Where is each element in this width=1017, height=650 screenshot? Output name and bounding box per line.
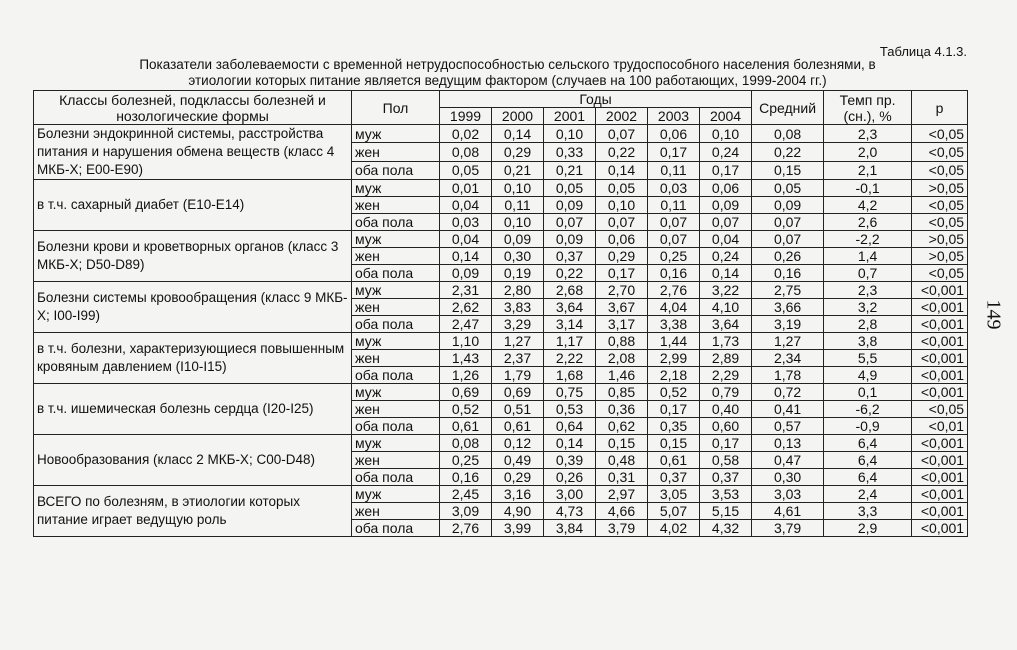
growth-cell: 0,7 xyxy=(824,265,912,282)
year-value-cell: 2,29 xyxy=(700,367,752,384)
growth-cell: 6,4 xyxy=(824,469,912,486)
year-value-cell: 0,07 xyxy=(648,214,700,231)
table-caption xyxy=(30,57,985,89)
growth-cell: 3,2 xyxy=(824,299,912,316)
year-value-cell: 0,37 xyxy=(700,469,752,486)
year-value-cell: 0,10 xyxy=(700,125,752,143)
p-value-cell: <0,05 xyxy=(912,125,968,143)
year-value-cell: 0,07 xyxy=(700,214,752,231)
year-value-cell: 3,22 xyxy=(700,282,752,299)
p-value-cell: <0,001 xyxy=(912,503,968,520)
sex-cell: жен xyxy=(352,299,440,316)
year-value-cell: 1,79 xyxy=(492,367,544,384)
year-value-cell: 2,08 xyxy=(596,350,648,367)
year-value-cell: 0,61 xyxy=(492,418,544,435)
disease-class-cell: в т.ч. ишемическая болезнь сердца (I20-I25) xyxy=(34,384,352,435)
year-value-cell: 0,21 xyxy=(544,161,596,179)
growth-cell: 3,8 xyxy=(824,333,912,350)
p-value-cell: <0,05 xyxy=(912,143,968,161)
year-value-cell: 0,15 xyxy=(596,435,648,452)
year-value-cell: 0,69 xyxy=(440,384,492,401)
year-header: 2001 xyxy=(544,108,596,125)
disease-class-cell: ВСЕГО по болезням, в этиологии которых питание играет ведущую роль xyxy=(34,486,352,537)
year-value-cell: 0,26 xyxy=(544,469,596,486)
year-value-cell: 0,25 xyxy=(440,452,492,469)
year-value-cell: 1,73 xyxy=(700,333,752,350)
growth-cell: 4,9 xyxy=(824,367,912,384)
growth-cell: 2,9 xyxy=(824,520,912,537)
growth-cell: 6,4 xyxy=(824,452,912,469)
year-value-cell: 3,67 xyxy=(596,299,648,316)
year-value-cell: 0,17 xyxy=(700,435,752,452)
year-value-cell: 1,26 xyxy=(440,367,492,384)
year-value-cell: 0,22 xyxy=(544,265,596,282)
disease-class-cell: в т.ч. болезни, характеризующиеся повышенным кровяным давлением (I10-I15) xyxy=(34,333,352,384)
mean-cell: 2,34 xyxy=(752,350,824,367)
year-value-cell: 0,05 xyxy=(544,180,596,197)
table-body xyxy=(34,125,968,537)
year-value-cell: 0,69 xyxy=(492,384,544,401)
year-value-cell: 0,21 xyxy=(492,161,544,179)
table-row xyxy=(34,180,968,197)
p-value-cell: <0,001 xyxy=(912,452,968,469)
year-value-cell: 0,06 xyxy=(596,231,648,248)
year-value-cell: 0,60 xyxy=(700,418,752,435)
sex-cell: муж xyxy=(352,333,440,350)
p-value-cell: <0,001 xyxy=(912,282,968,299)
year-value-cell: 0,04 xyxy=(700,231,752,248)
mean-cell: 3,66 xyxy=(752,299,824,316)
year-value-cell: 0,49 xyxy=(492,452,544,469)
mean-cell: 1,78 xyxy=(752,367,824,384)
mean-cell: 0,26 xyxy=(752,248,824,265)
growth-cell: 2,0 xyxy=(824,143,912,161)
year-header: 1999 xyxy=(440,108,492,125)
year-value-cell: 0,62 xyxy=(596,418,648,435)
column-header-class: Классы болезней, подклассы болезней и нозологические формы xyxy=(34,91,352,125)
sex-cell: жен xyxy=(352,401,440,418)
year-value-cell: 2,37 xyxy=(492,350,544,367)
p-value-cell: <0,001 xyxy=(912,350,968,367)
year-value-cell: 0,22 xyxy=(596,143,648,161)
year-value-cell: 1,43 xyxy=(440,350,492,367)
year-value-cell: 0,06 xyxy=(648,125,700,143)
p-value-cell: <0,001 xyxy=(912,384,968,401)
year-value-cell: 4,10 xyxy=(700,299,752,316)
sex-cell: оба пола xyxy=(352,316,440,333)
mean-cell: 0,72 xyxy=(752,384,824,401)
disease-class-cell: Болезни крови и кроветворных органов (класс 3 МКБ-Х; D50-D89) xyxy=(34,231,352,282)
year-value-cell: 0,11 xyxy=(648,161,700,179)
disease-class-cell: Болезни системы кровообращения (класс 9 МКБ-Х; I00-I99) xyxy=(34,282,352,333)
growth-cell: 5,5 xyxy=(824,350,912,367)
growth-cell: 0,1 xyxy=(824,384,912,401)
table-row xyxy=(34,486,968,503)
growth-cell: -6,2 xyxy=(824,401,912,418)
year-value-cell: 4,73 xyxy=(544,503,596,520)
year-value-cell: 0,09 xyxy=(492,231,544,248)
year-value-cell: 0,29 xyxy=(492,469,544,486)
growth-cell: 2,8 xyxy=(824,316,912,333)
column-header-mean: Средний xyxy=(752,91,824,125)
mean-cell: 0,15 xyxy=(752,161,824,179)
year-value-cell: 1,10 xyxy=(440,333,492,350)
year-value-cell: 0,16 xyxy=(440,469,492,486)
year-value-cell: 4,02 xyxy=(648,520,700,537)
year-value-cell: 0,07 xyxy=(596,125,648,143)
year-value-cell: 0,08 xyxy=(440,435,492,452)
p-value-cell: <0,001 xyxy=(912,333,968,350)
year-value-cell: 0,07 xyxy=(596,214,648,231)
year-value-cell: 0,61 xyxy=(648,452,700,469)
column-header-p: p xyxy=(912,91,968,125)
year-value-cell: 0,36 xyxy=(596,401,648,418)
sex-cell: оба пола xyxy=(352,367,440,384)
year-value-cell: 3,83 xyxy=(492,299,544,316)
p-value-cell: >0,05 xyxy=(912,180,968,197)
year-value-cell: 4,66 xyxy=(596,503,648,520)
year-value-cell: 2,80 xyxy=(492,282,544,299)
mean-cell: 0,09 xyxy=(752,197,824,214)
sex-cell: оба пола xyxy=(352,214,440,231)
sex-cell: оба пола xyxy=(352,265,440,282)
year-value-cell: 0,07 xyxy=(648,231,700,248)
year-value-cell: 2,70 xyxy=(596,282,648,299)
year-value-cell: 3,99 xyxy=(492,520,544,537)
year-value-cell: 0,61 xyxy=(440,418,492,435)
year-value-cell: 1,17 xyxy=(544,333,596,350)
year-value-cell: 2,45 xyxy=(440,486,492,503)
p-value-cell: <0,05 xyxy=(912,161,968,179)
year-value-cell: 0,15 xyxy=(648,435,700,452)
year-value-cell: 0,40 xyxy=(700,401,752,418)
year-value-cell: 2,89 xyxy=(700,350,752,367)
p-value-cell: <0,001 xyxy=(912,486,968,503)
year-value-cell: 3,53 xyxy=(700,486,752,503)
year-header: 2002 xyxy=(596,108,648,125)
year-value-cell: 4,04 xyxy=(648,299,700,316)
morbidity-table xyxy=(33,90,968,537)
year-value-cell: 3,00 xyxy=(544,486,596,503)
mean-cell: 3,03 xyxy=(752,486,824,503)
mean-cell: 0,30 xyxy=(752,469,824,486)
year-value-cell: 2,31 xyxy=(440,282,492,299)
disease-class-cell: Болезни эндокринной системы, расстройства питания и нарушения обмена веществ (класс 4 МКБ-Х; Е00-Е90) xyxy=(34,125,352,180)
sex-cell: муж xyxy=(352,231,440,248)
year-value-cell: 0,14 xyxy=(440,248,492,265)
table-row xyxy=(34,231,968,248)
year-value-cell: 0,19 xyxy=(492,265,544,282)
sex-cell: муж xyxy=(352,125,440,143)
year-value-cell: 0,08 xyxy=(440,143,492,161)
mean-cell: 3,79 xyxy=(752,520,824,537)
year-value-cell: 3,79 xyxy=(596,520,648,537)
sex-cell: муж xyxy=(352,486,440,503)
sex-cell: муж xyxy=(352,384,440,401)
year-value-cell: 0,02 xyxy=(440,125,492,143)
growth-cell: 6,4 xyxy=(824,435,912,452)
growth-cell: 1,4 xyxy=(824,248,912,265)
year-value-cell: 0,11 xyxy=(648,197,700,214)
year-value-cell: 0,10 xyxy=(492,214,544,231)
sex-cell: оба пола xyxy=(352,161,440,179)
sex-cell: оба пола xyxy=(352,418,440,435)
mean-cell: 0,57 xyxy=(752,418,824,435)
year-value-cell: 0,17 xyxy=(648,401,700,418)
growth-cell: 2,3 xyxy=(824,125,912,143)
year-value-cell: 3,64 xyxy=(700,316,752,333)
year-value-cell: 2,76 xyxy=(648,282,700,299)
mean-cell: 0,07 xyxy=(752,214,824,231)
year-value-cell: 5,15 xyxy=(700,503,752,520)
year-value-cell: 0,25 xyxy=(648,248,700,265)
year-value-cell: 0,52 xyxy=(648,384,700,401)
mean-cell: 3,19 xyxy=(752,316,824,333)
disease-class-cell: Новообразования (класс 2 МКБ-Х; С00-D48) xyxy=(34,435,352,486)
year-value-cell: 0,10 xyxy=(492,180,544,197)
year-value-cell: 0,07 xyxy=(544,214,596,231)
year-value-cell: 0,05 xyxy=(596,180,648,197)
year-value-cell: 0,06 xyxy=(700,180,752,197)
year-value-cell: 0,10 xyxy=(596,197,648,214)
table-row xyxy=(34,435,968,452)
year-value-cell: 3,05 xyxy=(648,486,700,503)
table-row xyxy=(34,282,968,299)
year-value-cell: 0,35 xyxy=(648,418,700,435)
year-value-cell: 2,22 xyxy=(544,350,596,367)
table-header xyxy=(34,91,968,125)
year-value-cell: 0,04 xyxy=(440,231,492,248)
year-value-cell: 0,16 xyxy=(648,265,700,282)
caption-line: этиологии которых питание является ведущим фактором (случаев на 100 работающих, 1999-2004 гг.) xyxy=(188,73,827,88)
column-header-years: Годы xyxy=(440,91,752,108)
year-value-cell: 0,75 xyxy=(544,384,596,401)
year-value-cell: 1,46 xyxy=(596,367,648,384)
year-value-cell: 0,09 xyxy=(544,231,596,248)
year-value-cell: 2,68 xyxy=(544,282,596,299)
mean-cell: 2,75 xyxy=(752,282,824,299)
p-value-cell: <0,05 xyxy=(912,197,968,214)
year-value-cell: 0,14 xyxy=(700,265,752,282)
p-value-cell: >0,05 xyxy=(912,248,968,265)
sex-cell: муж xyxy=(352,180,440,197)
year-value-cell: 0,01 xyxy=(440,180,492,197)
year-value-cell: 2,18 xyxy=(648,367,700,384)
sex-cell: жен xyxy=(352,197,440,214)
table-number: Таблица 4.1.3. xyxy=(879,44,967,59)
year-value-cell: 3,29 xyxy=(492,316,544,333)
year-value-cell: 4,32 xyxy=(700,520,752,537)
growth-cell: -0,9 xyxy=(824,418,912,435)
year-value-cell: 0,53 xyxy=(544,401,596,418)
growth-cell: 2,1 xyxy=(824,161,912,179)
year-value-cell: 0,12 xyxy=(492,435,544,452)
growth-cell: -2,2 xyxy=(824,231,912,248)
p-value-cell: >0,05 xyxy=(912,231,968,248)
sex-cell: жен xyxy=(352,143,440,161)
year-value-cell: 0,48 xyxy=(596,452,648,469)
year-value-cell: 0,24 xyxy=(700,248,752,265)
year-value-cell: 0,33 xyxy=(544,143,596,161)
year-value-cell: 0,14 xyxy=(544,435,596,452)
year-value-cell: 0,03 xyxy=(648,180,700,197)
p-value-cell: <0,05 xyxy=(912,214,968,231)
mean-cell: 0,41 xyxy=(752,401,824,418)
column-header-sex: Пол xyxy=(352,91,440,125)
mean-cell: 1,27 xyxy=(752,333,824,350)
sex-cell: оба пола xyxy=(352,520,440,537)
year-value-cell: 3,16 xyxy=(492,486,544,503)
growth-cell: 2,3 xyxy=(824,282,912,299)
mean-cell: 0,08 xyxy=(752,125,824,143)
p-value-cell: <0,001 xyxy=(912,316,968,333)
mean-cell: 0,22 xyxy=(752,143,824,161)
year-value-cell: 0,31 xyxy=(596,469,648,486)
sex-cell: жен xyxy=(352,248,440,265)
year-value-cell: 3,38 xyxy=(648,316,700,333)
sex-cell: жен xyxy=(352,503,440,520)
year-value-cell: 0,11 xyxy=(492,197,544,214)
year-value-cell: 1,68 xyxy=(544,367,596,384)
year-value-cell: 0,17 xyxy=(596,265,648,282)
year-value-cell: 2,47 xyxy=(440,316,492,333)
year-value-cell: 0,64 xyxy=(544,418,596,435)
year-value-cell: 0,14 xyxy=(596,161,648,179)
year-value-cell: 3,17 xyxy=(596,316,648,333)
year-value-cell: 0,10 xyxy=(544,125,596,143)
year-value-cell: 3,14 xyxy=(544,316,596,333)
year-value-cell: 0,30 xyxy=(492,248,544,265)
year-header: 2000 xyxy=(492,108,544,125)
mean-cell: 0,16 xyxy=(752,265,824,282)
year-value-cell: 3,64 xyxy=(544,299,596,316)
p-value-cell: <0,001 xyxy=(912,435,968,452)
year-value-cell: 3,09 xyxy=(440,503,492,520)
year-value-cell: 0,88 xyxy=(596,333,648,350)
year-value-cell: 2,99 xyxy=(648,350,700,367)
year-value-cell: 2,76 xyxy=(440,520,492,537)
mean-cell: 0,47 xyxy=(752,452,824,469)
year-value-cell: 0,09 xyxy=(700,197,752,214)
year-header: 2004 xyxy=(700,108,752,125)
growth-cell: 3,3 xyxy=(824,503,912,520)
year-value-cell: 1,27 xyxy=(492,333,544,350)
year-value-cell: 0,09 xyxy=(544,197,596,214)
year-value-cell: 0,51 xyxy=(492,401,544,418)
p-value-cell: <0,001 xyxy=(912,469,968,486)
p-value-cell: <0,01 xyxy=(912,418,968,435)
year-header: 2003 xyxy=(648,108,700,125)
table-row xyxy=(34,125,968,143)
year-value-cell: 0,58 xyxy=(700,452,752,469)
disease-class-cell: в т.ч. сахарный диабет (Е10-Е14) xyxy=(34,180,352,231)
year-value-cell: 0,17 xyxy=(700,161,752,179)
year-value-cell: 0,85 xyxy=(596,384,648,401)
sex-cell: жен xyxy=(352,452,440,469)
year-value-cell: 0,03 xyxy=(440,214,492,231)
year-value-cell: 0,37 xyxy=(544,248,596,265)
year-value-cell: 0,39 xyxy=(544,452,596,469)
year-value-cell: 0,29 xyxy=(492,143,544,161)
year-value-cell: 0,09 xyxy=(440,265,492,282)
year-value-cell: 1,44 xyxy=(648,333,700,350)
year-value-cell: 2,62 xyxy=(440,299,492,316)
sex-cell: муж xyxy=(352,282,440,299)
page-number: 149 xyxy=(982,299,1005,330)
table-row xyxy=(34,333,968,350)
year-value-cell: 0,52 xyxy=(440,401,492,418)
year-value-cell: 0,29 xyxy=(596,248,648,265)
mean-cell: 0,07 xyxy=(752,231,824,248)
p-value-cell: <0,05 xyxy=(912,401,968,418)
sex-cell: муж xyxy=(352,435,440,452)
year-value-cell: 0,04 xyxy=(440,197,492,214)
p-value-cell: <0,001 xyxy=(912,299,968,316)
growth-cell: 2,6 xyxy=(824,214,912,231)
year-value-cell: 4,90 xyxy=(492,503,544,520)
p-value-cell: <0,05 xyxy=(912,265,968,282)
growth-cell: -0,1 xyxy=(824,180,912,197)
mean-cell: 0,05 xyxy=(752,180,824,197)
growth-cell: 4,2 xyxy=(824,197,912,214)
year-value-cell: 0,24 xyxy=(700,143,752,161)
p-value-cell: <0,001 xyxy=(912,520,968,537)
mean-cell: 4,61 xyxy=(752,503,824,520)
year-value-cell: 3,84 xyxy=(544,520,596,537)
table-row xyxy=(34,384,968,401)
year-value-cell: 0,17 xyxy=(648,143,700,161)
year-value-cell: 0,05 xyxy=(440,161,492,179)
year-value-cell: 2,97 xyxy=(596,486,648,503)
column-header-growth: Темп пр. (сн.), % xyxy=(824,91,912,125)
sex-cell: жен xyxy=(352,350,440,367)
year-value-cell: 0,37 xyxy=(648,469,700,486)
year-value-cell: 0,14 xyxy=(492,125,544,143)
growth-cell: 2,4 xyxy=(824,486,912,503)
sex-cell: оба пола xyxy=(352,469,440,486)
year-value-cell: 0,79 xyxy=(700,384,752,401)
p-value-cell: <0,001 xyxy=(912,367,968,384)
year-value-cell: 5,07 xyxy=(648,503,700,520)
caption-line: Показатели заболеваемости с временной нетрудоспособностью сельского трудоспособного населения болезнями, в xyxy=(139,57,876,72)
mean-cell: 0,13 xyxy=(752,435,824,452)
